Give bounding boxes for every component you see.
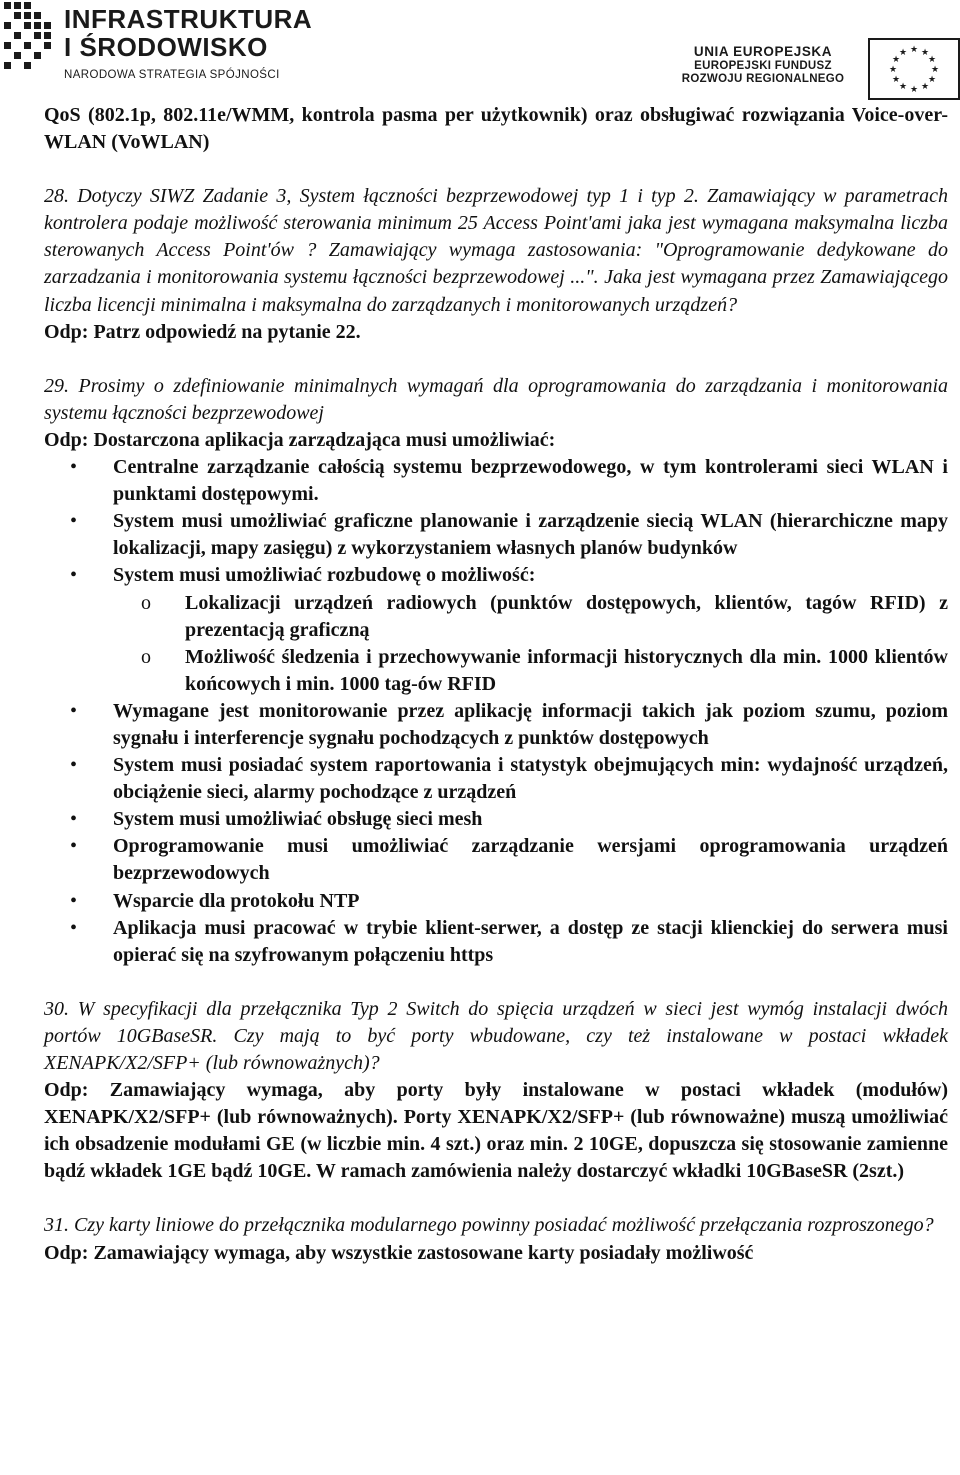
answer-31: Odp: Zamawiający wymaga, aby wszystkie zastosowane karty posiadały możliwość (44, 1241, 754, 1264)
svg-text:★: ★ (927, 75, 937, 85)
sub-list-item: o Możliwość śledzenia i przechowywanie informacji historycznych dla min. 1000 klientów końcowych i min. 1000 tag-ów RFID (44, 644, 948, 698)
list-item-text: System musi umożliwiać rozbudowę o możliwość: (113, 564, 536, 587)
svg-text:★: ★ (927, 55, 937, 65)
list-item: • Wsparcie dla protokołu NTP (44, 888, 948, 915)
svg-text:★: ★ (898, 48, 908, 58)
question-29: 29. Prosimy o zdefiniowanie minimalnych wymagań dla oprogramowania do zarządzania i monitorowania systemu łączności bezprzewodowej (44, 374, 948, 424)
eu-line-3: ROZWOJU REGIONALNEGO (681, 73, 845, 85)
svg-text:★: ★ (909, 45, 919, 55)
svg-text:★: ★ (920, 48, 930, 58)
list-item: • Centralne zarządzanie całością systemu bezprzewodowego, w tym kontrolerami sieci WLAN i punktami dostępowymi. (44, 454, 948, 508)
answer-30: Odp: Zamawiający wymaga, aby porty były instalowane w postaci wkładek (modułów) XENAPK/X2/SFP+ (lub równoważnych). Porty XENAPK/X2/SFP+ (lub równoważne) muszą umożliwiać ich obsadzenie modułami GE (w liczbie min. 4 szt.) oraz min. 2 10GE, dopuszcza się stosowanie zamienne bądź wkładek 1GE bądź 10GE. W ramach zamówienia należy dostarczyć wkładki 10GBaseSR (2szt.) (44, 1079, 948, 1183)
list-item (44, 562, 948, 697)
svg-text:★: ★ (920, 82, 930, 92)
list-item: • System musi umożliwiać obsługę sieci mesh (44, 806, 948, 833)
sub-list-item: o Lokalizacji urządzeń radiowych (punktów dostępowych, klientów, tagów RFID) z prezentacją graficzną (44, 590, 948, 644)
list-item: • System musi umożliwiać graficzne planowanie i zarządzenie siecią WLAN (hierarchiczne mapy lokalizacji, mapy zasięgu) z wykorzystaniem własnych planów budynków (44, 508, 948, 562)
infrastruktura-logo (0, 0, 360, 92)
eu-line-2: EUROPEJSKI FUNDUSZ (694, 60, 832, 72)
qos-paragraph: QoS (802.1p, 802.11e/WMM, kontrola pasma per użytkownik) oraz obsługiwać rozwiązania Voice-over-WLAN (VoWLAN) (44, 104, 948, 154)
question-31: 31. Czy karty liniowe do przełącznika modularnego powinny posiadać możliwość przełączania rozproszonego? (44, 1214, 934, 1237)
answer-29: Odp: Dostarczona aplikacja zarządzająca musi umożliwiać: (44, 428, 556, 451)
eu-line-1: UNIA EUROPEJSKA (693, 44, 833, 59)
list-item: • System musi posiadać system raportowania i statystyk obejmujących min: wydajność urządzeń, obciążenie sieci, alarmy pochodzące z urządzeń (44, 752, 948, 806)
list-item: • Wymagane jest monitorowanie przez aplikację informacji takich jak poziom szumu, poziom sygnału i interferencje sygnału pochodzących z punktów dostępowych (44, 698, 948, 752)
page-header (0, 0, 960, 100)
list-item: • Oprogramowanie musi umożliwiać zarządzanie wersjami oprogramowania urządzeń bezprzewodowych (44, 833, 948, 887)
question-30: 30. W specyfikacji dla przełącznika Typ 2 Switch do spięcia urządzeń w sieci jest wymóg instalacji dwóch portów 10GBaseSR. Czy mają to być porty wbudowane, czy też instalowane w postaci wkładek XENAPK/X2/SFP+ (lub równoważnych)? (44, 997, 948, 1074)
requirements-list (44, 454, 948, 969)
sub-list (113, 590, 948, 698)
list-item: • Aplikacja musi pracować w trybie klient-serwer, a dostęp ze stacji klienckiej do serwera musi opierać się na szyfrowanym połączeniu https (44, 915, 948, 969)
svg-text:★: ★ (891, 75, 901, 85)
svg-text:★: ★ (888, 65, 898, 75)
logo-line-2: I ŚRODOWISKO (64, 32, 268, 62)
svg-text:★: ★ (891, 55, 901, 65)
svg-text:★: ★ (898, 82, 908, 92)
document-body (44, 102, 948, 1267)
eu-logo (668, 38, 960, 100)
eu-flag-icon (868, 38, 960, 100)
svg-text:★: ★ (930, 65, 940, 75)
svg-text:★: ★ (909, 85, 919, 95)
answer-28: Odp: Patrz odpowiedź na pytanie 22. (44, 320, 361, 343)
eu-text (668, 44, 858, 86)
question-28: 28. Dotyczy SIWZ Zadanie 3, System łączności bezprzewodowej typ 1 i typ 2. Zamawiający w parametrach kontrolera podaje możliwość sterowania minimum 25 Access Point'ami jaka jest wymagana maksymalna liczba sterowanych Access Point'ów ? Zamawiający wymaga zastosowania: "Oprogramowanie dedykowane do zarzadzania i monitorowania systemu łączności bezprzewodowej ...". Jaka jest wymagana przez Zamawiającego liczba licencji minimalna i maksymalna do zarządzanych i monitorowanych urządzeń? (44, 185, 948, 316)
logo-line-3: NARODOWA STRATEGIA SPÓJNOŚCI (64, 69, 280, 81)
logo-line-1: INFRASTRUKTURA (64, 4, 313, 34)
logo-mark-icon (4, 2, 51, 69)
